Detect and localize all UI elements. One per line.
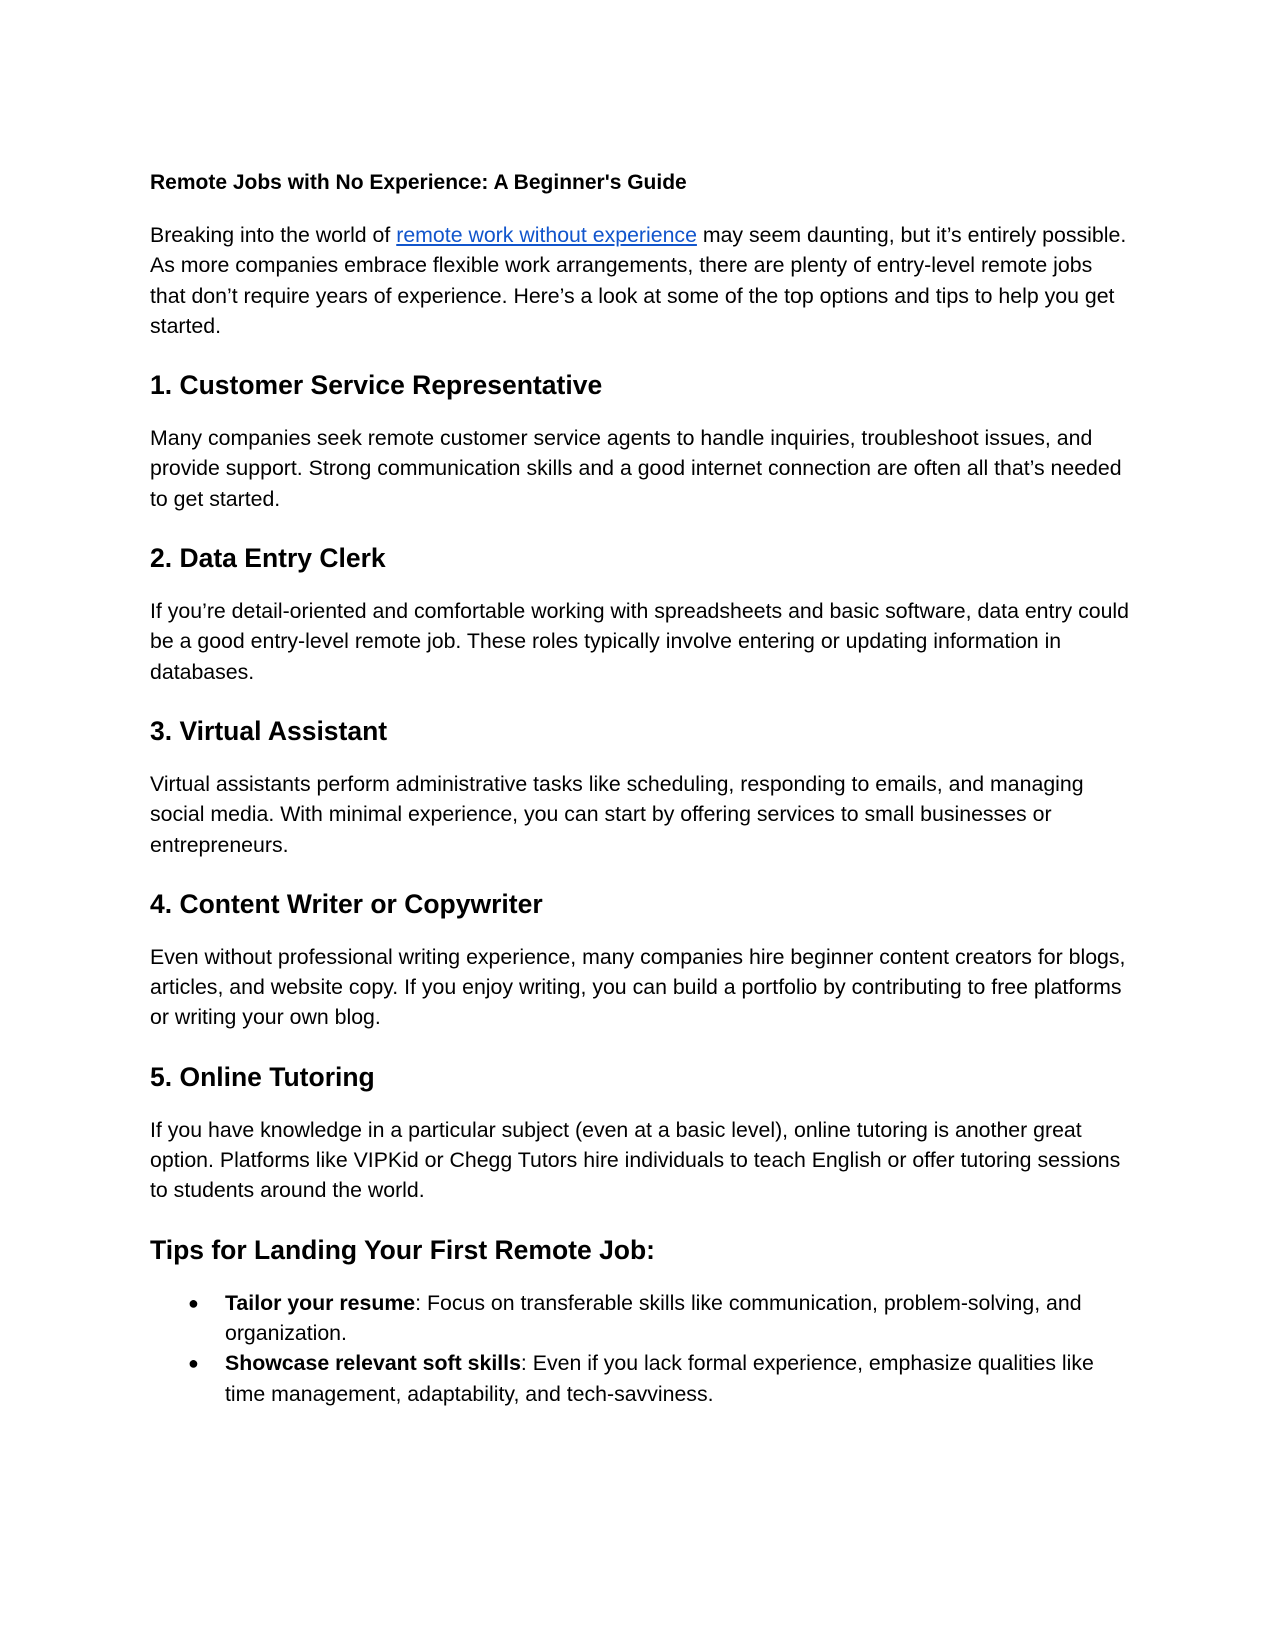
intro-text-after-link: may seem daunting, but it’s entirely possible. As more companies embrace flexible work arrangements, there are plenty of entry-level remote jobs that don’t require years of experience. Here’s a look at some of the top options and tips to help you get started. [150,223,1127,338]
tip-text: : Even if you lack formal experience, emphasize qualities like time management, adaptability, and tech-savviness. [225,1351,1094,1406]
section-virtual-assistant [150,713,1130,860]
document-page [150,168,1130,1435]
tips-heading: Tips for Landing Your First Remote Job: [150,1234,656,1265]
tip-item [150,1288,1130,1349]
section-body: Many companies seek remote customer service agents to handle inquiries, troubleshoot issues, and provide support. Strong communication skills and a good internet connection are often all that’s needed to get started. [150,426,1122,511]
section-heading: 4. Content Writer or Copywriter [150,888,543,919]
tip-item [150,1348,1130,1409]
document-title: Remote Jobs with No Experience: A Beginner's Guide [150,171,687,194]
section-body: If you have knowledge in a particular subject (even at a basic level), online tutoring is another great option. Platforms like VIPKid or Chegg Tutors hire individuals to teach English or offer tutoring sessions to students around the world. [150,1117,1121,1203]
section-content-writer [150,886,1130,1033]
section-body: Even without professional writing experience, many companies hire beginner content creators for blogs, articles, and website copy. If you enjoy writing, you can build a portfolio by contributing to free platforms or writing your own blog. [150,944,1126,1030]
bullet-icon: ● [188,1292,199,1313]
section-customer-service [150,367,1130,514]
section-heading: 5. Online Tutoring [150,1061,375,1092]
section-body: If you’re detail-oriented and comfortable working with spreadsheets and basic software, data entry could be a good entry-level remote job. These roles typically involve entering or updating information in databases. [150,599,1130,684]
bullet-icon: ● [188,1353,199,1374]
section-body: Virtual assistants perform administrative tasks like scheduling, responding to emails, and managing social media. With minimal experience, you can start by offering services to small businesses or entrepreneurs. [150,771,1084,857]
tip-text: : Focus on transferable skills like communication, problem-solving, and organization. [225,1290,1082,1345]
section-heading: 2. Data Entry Clerk [150,543,386,574]
section-heading: 3. Virtual Assistant [150,715,388,746]
intro-paragraph [150,220,1130,341]
section-heading: 1. Customer Service Representative [150,370,603,401]
tip-bold-label: Tailor your resume [225,1290,416,1315]
section-online-tutoring [150,1059,1130,1206]
intro-text-before-link: Breaking into the world of [150,223,397,247]
section-data-entry [150,540,1130,687]
tips-list [150,1288,1130,1409]
section-tips [150,1232,1130,1409]
tip-bold-label: Showcase relevant soft skills [225,1351,521,1376]
remote-work-link[interactable]: remote work without experience [396,223,697,247]
